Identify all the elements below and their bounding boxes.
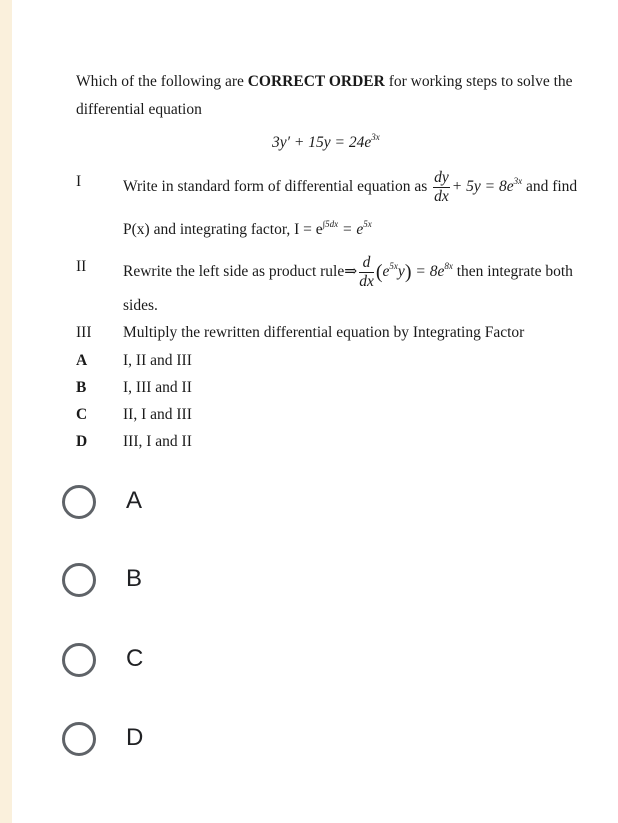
- option-c[interactable]: [62, 643, 362, 683]
- choice-text: III, I and II: [123, 433, 192, 450]
- step-1-line2: [123, 219, 372, 239]
- paren-close: ): [404, 261, 412, 283]
- equation-exp: 3x: [371, 132, 380, 142]
- choice-letter: C: [76, 406, 88, 423]
- frac-top: d: [359, 255, 374, 273]
- radio-button[interactable]: [62, 563, 96, 597]
- step-1-exp: 3x: [513, 176, 523, 186]
- step-num: I: [76, 173, 82, 190]
- step-3-text: Multiply the rewritten differential equation by Integrating Factor: [123, 324, 525, 341]
- step-1-end: and find: [525, 178, 578, 195]
- fraction: [359, 255, 374, 289]
- step-2-text: Rewrite the left side as product rule⇒: [123, 263, 358, 280]
- option-d[interactable]: [62, 722, 362, 762]
- step-num: III: [76, 324, 92, 341]
- step-num: II: [76, 258, 87, 275]
- choice-letter: A: [76, 352, 88, 369]
- option-label: D: [126, 724, 144, 751]
- intro-suffix: for working steps to solve the: [384, 73, 573, 90]
- step-1-line2-mid: = e: [338, 221, 364, 238]
- inner-y: y: [397, 263, 405, 280]
- radio-button[interactable]: [62, 485, 96, 519]
- fraction: [433, 170, 450, 204]
- option-label: B: [126, 565, 143, 592]
- step-1-line1: [123, 161, 577, 207]
- paren-open: (: [375, 261, 383, 283]
- step-2-rhs: = 8e: [411, 263, 445, 280]
- step-2-line2: sides.: [123, 297, 158, 314]
- intro-prefix: Which of the following are: [76, 73, 248, 90]
- option-label: C: [126, 645, 144, 672]
- radio-button[interactable]: [62, 722, 96, 756]
- question-equation: [272, 132, 380, 152]
- question-intro-line2: differential equation: [76, 101, 202, 118]
- frac-bot: dx: [434, 187, 449, 205]
- option-a[interactable]: [62, 485, 362, 525]
- frac-bot: dx: [359, 272, 374, 290]
- radio-button[interactable]: [62, 643, 96, 677]
- step-1-line2-exp: ∫5dx: [322, 219, 339, 229]
- equation-lhs: 3y′ + 15y = 24e: [272, 134, 372, 151]
- inner-e: e: [382, 263, 390, 280]
- option-b[interactable]: [62, 563, 362, 603]
- intro-bold: CORRECT ORDER: [247, 73, 385, 90]
- step-1-text: Write in standard form of differential equation as: [123, 178, 428, 195]
- choice-text: I, II and III: [123, 352, 192, 369]
- inner-exp: 5x: [389, 261, 398, 271]
- step-2-end: then integrate both: [452, 263, 573, 280]
- question-intro: [76, 73, 573, 91]
- choice-text: I, III and II: [123, 379, 192, 396]
- option-label: A: [126, 487, 143, 514]
- step-2-line1: [123, 246, 573, 292]
- choice-letter: B: [76, 379, 87, 396]
- choice-letter: D: [76, 433, 88, 450]
- step-1-line2-start: P(x) and integrating factor, I = e: [123, 221, 323, 238]
- frac-top: dy: [434, 169, 449, 187]
- choice-text: II, I and III: [123, 406, 192, 423]
- step-1-mid: + 5y = 8e: [451, 178, 514, 195]
- step-1-line2-exp2: 5x: [363, 219, 372, 229]
- step-2-rhs-exp: 8x: [444, 261, 453, 271]
